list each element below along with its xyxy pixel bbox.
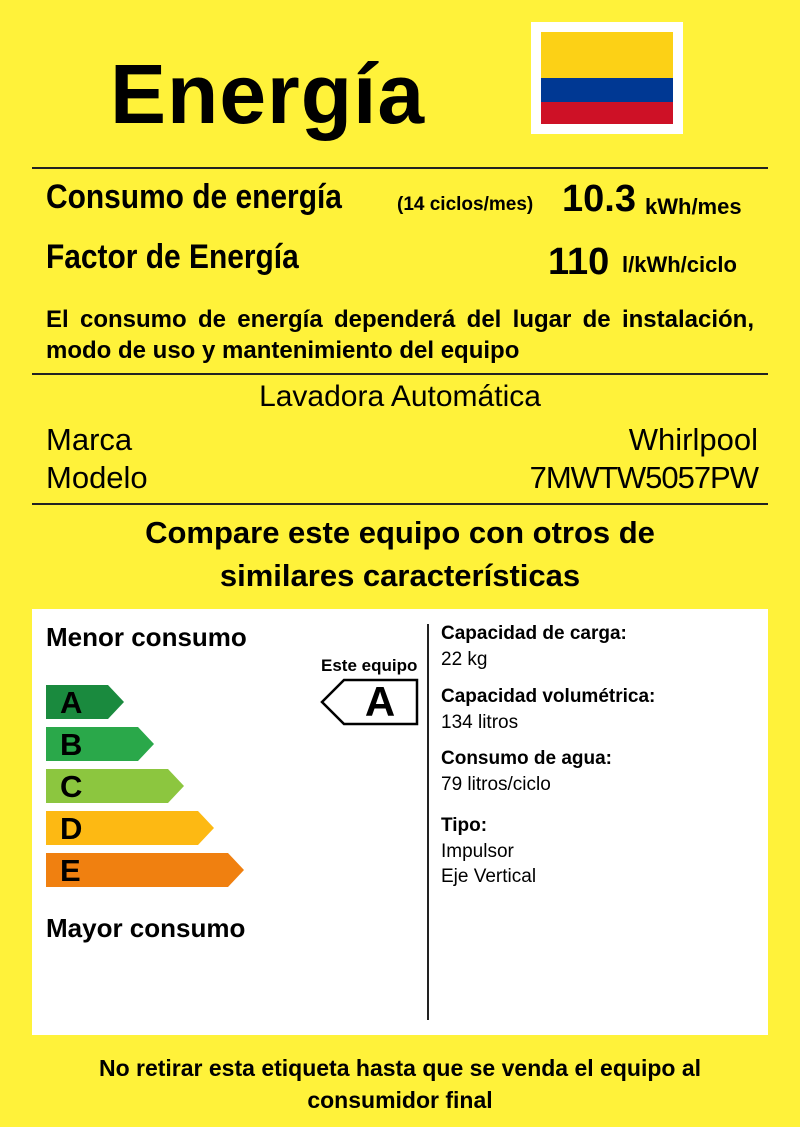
brand-value: Whirlpool bbox=[628, 422, 758, 457]
compare-line-1: Compare este equipo con otros de bbox=[145, 515, 655, 550]
brand-label: Marca bbox=[46, 422, 133, 457]
product-type bbox=[32, 380, 768, 413]
divider bbox=[32, 167, 768, 169]
consumption-note: El consumo de energía dependerá del lugar de instalación, modo de uso y mantenimiento del equipo bbox=[46, 306, 754, 364]
footer-line-2: consumidor final bbox=[307, 1087, 493, 1113]
this-equipment-label-text: Este equipo bbox=[321, 656, 418, 675]
spec-value: 79 litros/ciclo bbox=[441, 774, 551, 795]
arrow-bar-icon bbox=[46, 685, 126, 719]
this-equipment-class: A bbox=[364, 678, 396, 725]
spec-label: Capacidad de carga: bbox=[441, 623, 627, 644]
spec-label: Consumo de agua: bbox=[441, 748, 613, 769]
energy-class-letter: A bbox=[60, 685, 83, 720]
consumption-label: Consumo de energía bbox=[46, 178, 342, 216]
colombia-flag-icon bbox=[531, 22, 683, 134]
consumption-value: 10.3 bbox=[562, 178, 636, 220]
energy-class-letter: C bbox=[60, 769, 83, 804]
this-equipment-label bbox=[321, 656, 417, 676]
spec-value: Impulsor bbox=[441, 841, 514, 862]
label-title: Energía bbox=[110, 47, 426, 141]
spec-value: 22 kg bbox=[441, 649, 488, 670]
product-type-text: Lavadora Automática bbox=[259, 380, 541, 413]
model-value: 7MWTW5057PW bbox=[529, 460, 758, 495]
scale-top-label: Menor consumo bbox=[46, 622, 247, 652]
this-equipment-indicator bbox=[320, 678, 420, 726]
footer-line-1: No retirar esta etiqueta hasta que se venda el equipo al bbox=[98, 1055, 702, 1081]
spec-label: Tipo: bbox=[441, 815, 488, 836]
spec-label: Capacidad volumétrica: bbox=[441, 686, 656, 707]
energy-class-letter: E bbox=[60, 853, 81, 888]
consumption-unit: kWh/mes bbox=[645, 194, 742, 219]
energy-class-letter: D bbox=[60, 811, 83, 846]
divider bbox=[32, 503, 768, 505]
model-label: Modelo bbox=[46, 460, 148, 495]
divider bbox=[32, 373, 768, 375]
compare-line-2: similares características bbox=[219, 558, 581, 593]
spec-value: Eje Vertical bbox=[441, 866, 537, 887]
consumption-cycles: (14 ciclos/mes) bbox=[397, 194, 534, 215]
factor-unit: l/kWh/ciclo bbox=[622, 252, 737, 277]
spec-value: 134 litros bbox=[441, 712, 519, 733]
factor-label: Factor de Energía bbox=[46, 238, 299, 276]
factor-value: 110 bbox=[548, 241, 610, 283]
panel-divider bbox=[427, 624, 429, 1020]
scale-bottom-label: Mayor consumo bbox=[46, 913, 246, 943]
energy-class-letter: B bbox=[60, 727, 83, 762]
